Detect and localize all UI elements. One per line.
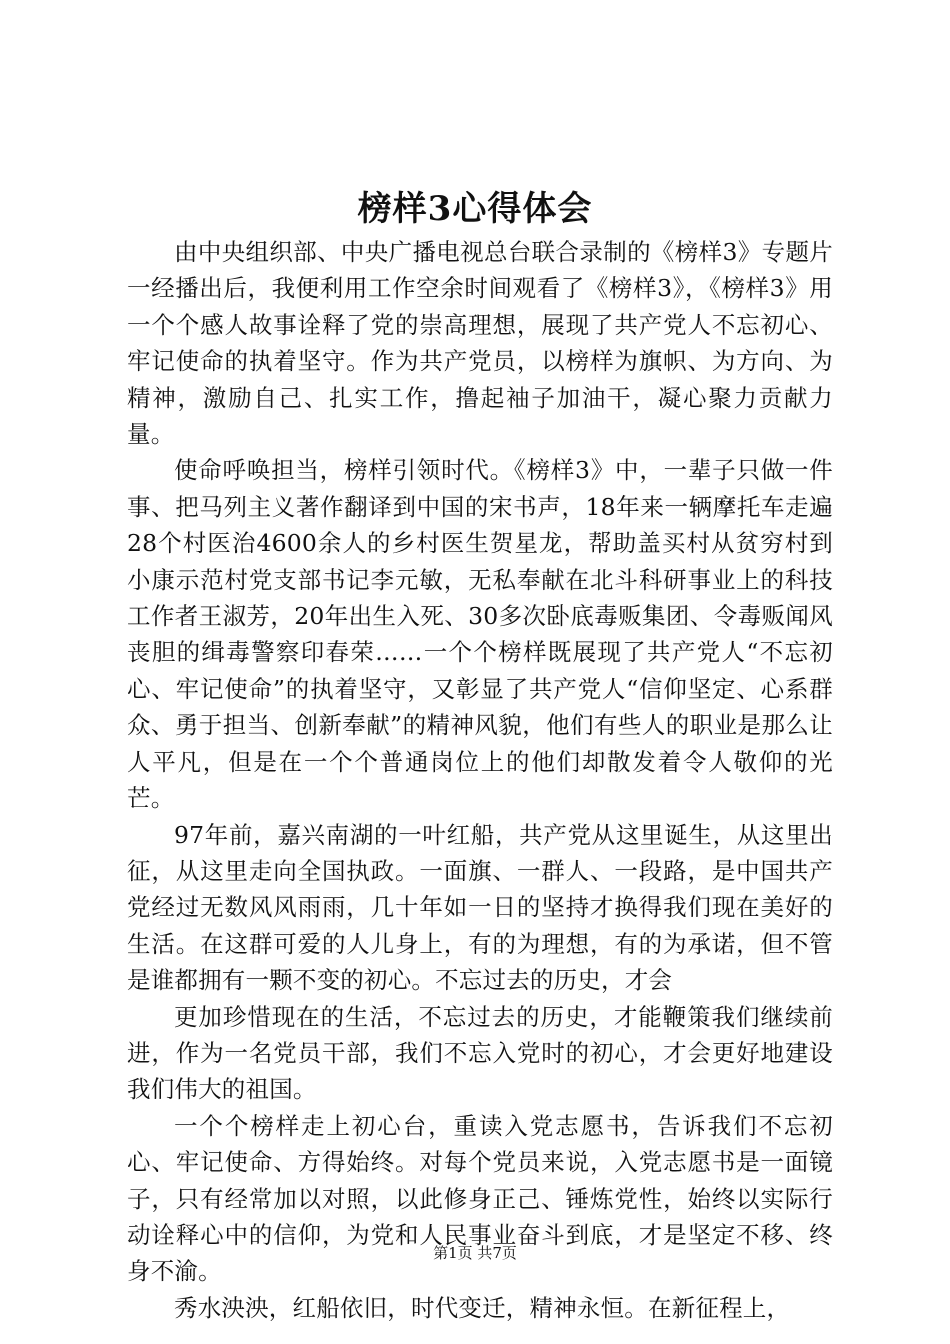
paragraph-4: 更加珍惜现在的生活，不忘过去的历史，才能鞭策我们继续前进，作为一名党员干部，我们不忘入党时的初心，才会更好地建设我们伟大的祖国。	[127, 1002, 833, 1104]
paragraph-1: 由中央组织部、中央广播电视总台联合录制的《榜样3》专题片一经播出后，我便利用工作空余时间观看了《榜样3》，《榜样3》用一个个感人故事诠释了党的崇高理想，展现了共产党人不忘初心、牢记使命的执着坚守。作为共产党员，以榜样为旗帜、为方向、为精神，激励自己、扎实工作，撸起袖子加油干，凝心聚力贡献力量。	[127, 238, 833, 449]
paragraph-2: 使命呼唤担当，榜样引领时代。《榜样3》中，一辈子只做一件事、把马列主义著作翻译到中国的宋书声，18年来一辆摩托车走遍28个村医治4600余人的乡村医生贺星龙，帮助盖买村从贫穷村到小康示范村党支部书记李元敏，无私奉献在北斗科研事业上的科技工作者王淑芳，20年出生入死、30多次卧底毒贩集团、令毒贩闻风丧胆的缉毒警察印春荣……一个个榜样既展现了共产党人“不忘初心、牢记使命”的执着坚守，又彰显了共产党人“信仰坚定、心系群众、勇于担当、创新奉献”的精神风貌，他们有些人的职业是那么让人平凡，但是在一个个普通岗位上的他们却散发着令人敬仰的光芒。	[127, 456, 833, 813]
document-title: 榜样3心得体会	[357, 189, 593, 229]
paragraph-5: 一个个榜样走上初心台，重读入党志愿书，告诉我们不忘初心、牢记使命、方得始终。对每个党员来说，入党志愿书是一面镜子，只有经常加以对照，以此修身正己、锤炼党性，始终以实际行动诠释心中的信仰，为党和人民事业奋斗到底，才是坚定不移、终身不渝。	[127, 1111, 833, 1286]
document-body	[127, 234, 833, 1326]
page-footer: 第1页 共7页	[433, 1244, 517, 1262]
paragraph-3: 97年前，嘉兴南湖的一叶红船，共产党从这里诞生，从这里出征，从这里走向全国执政。一面旗、一群人、一段路，是中国共产党经过无数风风雨雨，几十年如一日的坚持才换得我们现在美好的生活。在这群可爱的人儿身上，有的为理想，有的为承诺，但不管是谁都拥有一颗不变的初心。不忘过去的历史，才会	[127, 820, 833, 995]
paragraph-6: 秀水泱泱，红船依旧，时代变迁，精神永恒。在新征程上，	[174, 1293, 791, 1322]
